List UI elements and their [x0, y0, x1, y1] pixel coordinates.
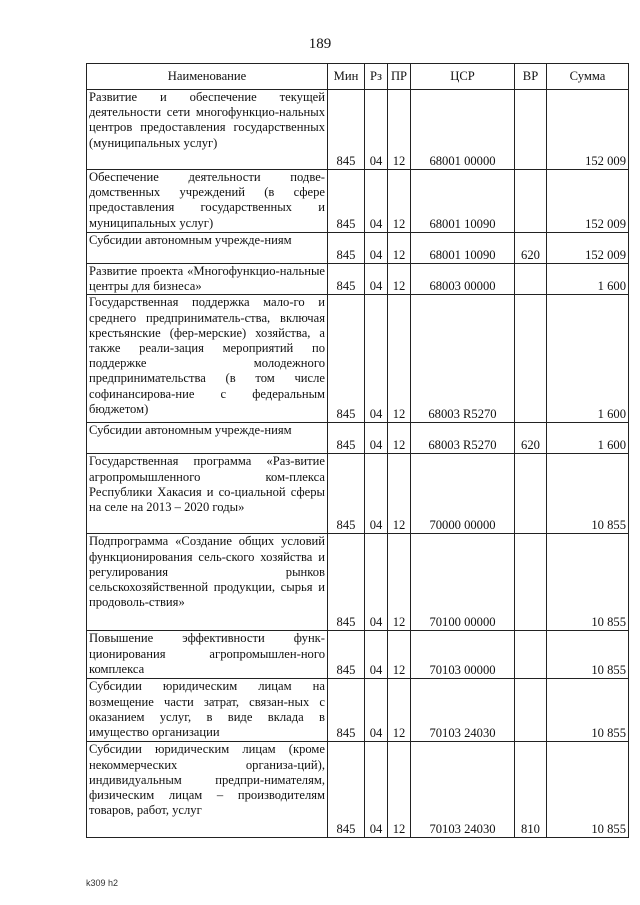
cell-csr: 70103 24030	[411, 679, 515, 742]
cell-vr	[515, 534, 547, 631]
cell-rz: 04	[365, 631, 388, 679]
cell-name: Государственная поддержка мало-го и среднего предприниматель-ства, включая крестьянские (фер-мерские) хозяйства, а также реали-зация мероприятий по поддержке молодежного предпринимательства (в том числе софинансирова-ние с федеральным бюджетом)	[87, 295, 328, 423]
cell-min: 845	[328, 264, 365, 295]
cell-vr	[515, 679, 547, 742]
cell-sum: 1 600	[547, 264, 629, 295]
cell-pr: 12	[388, 679, 411, 742]
cell-min: 845	[328, 170, 365, 233]
header-vr: ВР	[515, 64, 547, 90]
table-row	[87, 423, 629, 454]
cell-csr: 70000 00000	[411, 454, 515, 534]
cell-pr: 12	[388, 295, 411, 423]
cell-pr: 12	[388, 423, 411, 454]
budget-table	[86, 63, 629, 838]
cell-min: 845	[328, 679, 365, 742]
cell-name: Подпрограмма «Создание общих условий функционирования сель-ского хозяйства и регулирования рынков сельскохозяйственной продукции, сырья и продоволь-ствия»	[87, 534, 328, 631]
footer-code: k309 h2	[86, 878, 119, 888]
cell-csr: 68003 R5270	[411, 295, 515, 423]
cell-vr	[515, 631, 547, 679]
table-row	[87, 454, 629, 534]
cell-csr: 70103 24030	[411, 742, 515, 838]
cell-rz: 04	[365, 423, 388, 454]
cell-min: 845	[328, 454, 365, 534]
cell-min: 845	[328, 423, 365, 454]
cell-min: 845	[328, 295, 365, 423]
table-row	[87, 679, 629, 742]
cell-name: Государственная программа «Раз-витие агропромышленного ком-плекса Республики Хакасия и со-циальной сферы на селе на 2013 – 2020 годы»	[87, 454, 328, 534]
cell-pr: 12	[388, 454, 411, 534]
cell-csr: 68003 R5270	[411, 423, 515, 454]
cell-name: Повышение эффективности функ-ционирования агропромышлен-ного комплекса	[87, 631, 328, 679]
table-header-row	[87, 64, 629, 90]
cell-csr: 70103 00000	[411, 631, 515, 679]
header-rz: Рз	[365, 64, 388, 90]
header-pr: ПР	[388, 64, 411, 90]
cell-pr: 12	[388, 742, 411, 838]
header-min: Мин	[328, 64, 365, 90]
cell-sum: 10 855	[547, 742, 629, 838]
cell-rz: 04	[365, 295, 388, 423]
cell-rz: 04	[365, 170, 388, 233]
cell-rz: 04	[365, 534, 388, 631]
cell-min: 845	[328, 631, 365, 679]
table-row	[87, 264, 629, 295]
cell-pr: 12	[388, 631, 411, 679]
cell-sum: 152 009	[547, 170, 629, 233]
cell-name: Развитие проекта «Многофункцио-нальные центры для бизнеса»	[87, 264, 328, 295]
cell-csr: 68001 10090	[411, 170, 515, 233]
header-name: Наименование	[87, 64, 328, 90]
cell-name: Развитие и обеспечение текущей деятельности сети многофункцио-нальных центров предоставления государственных (муниципальных услуг)	[87, 90, 328, 170]
table-row	[87, 742, 629, 838]
cell-rz: 04	[365, 742, 388, 838]
cell-vr	[515, 454, 547, 534]
cell-rz: 04	[365, 90, 388, 170]
cell-rz: 04	[365, 679, 388, 742]
cell-pr: 12	[388, 233, 411, 264]
cell-rz: 04	[365, 233, 388, 264]
cell-csr: 68003 00000	[411, 264, 515, 295]
cell-vr: 620	[515, 423, 547, 454]
cell-pr: 12	[388, 90, 411, 170]
cell-vr	[515, 90, 547, 170]
cell-name: Обеспечение деятельности подве-домственных учреждений (в сфере предоставления государственных и муниципальных услуг)	[87, 170, 328, 233]
cell-name: Субсидии юридическим лицам (кроме некоммерческих организа-ций), индивидуальным предпри-нимателям, физическим лицам – производителям товаров, работ, услуг	[87, 742, 328, 838]
page-number: 189	[308, 36, 332, 52]
table-row	[87, 170, 629, 233]
cell-vr	[515, 264, 547, 295]
cell-csr: 68001 00000	[411, 90, 515, 170]
cell-pr: 12	[388, 264, 411, 295]
cell-sum: 152 009	[547, 233, 629, 264]
cell-pr: 12	[388, 534, 411, 631]
cell-csr: 68001 10090	[411, 233, 515, 264]
cell-sum: 10 855	[547, 534, 629, 631]
header-csr: ЦСР	[411, 64, 515, 90]
table-row	[87, 631, 629, 679]
cell-min: 845	[328, 534, 365, 631]
header-sum: Сумма	[547, 64, 629, 90]
table-row	[87, 534, 629, 631]
cell-sum: 1 600	[547, 295, 629, 423]
cell-pr: 12	[388, 170, 411, 233]
cell-vr: 620	[515, 233, 547, 264]
cell-vr: 810	[515, 742, 547, 838]
cell-sum: 10 855	[547, 454, 629, 534]
cell-sum: 1 600	[547, 423, 629, 454]
cell-sum: 152 009	[547, 90, 629, 170]
cell-name: Субсидии юридическим лицам на возмещение части затрат, связан-ных с оказанием услуг, в виде вклада в имущество организации	[87, 679, 328, 742]
cell-vr	[515, 295, 547, 423]
cell-min: 845	[328, 233, 365, 264]
table-row	[87, 233, 629, 264]
cell-sum: 10 855	[547, 631, 629, 679]
cell-name: Субсидии автономным учрежде-ниям	[87, 233, 328, 264]
cell-rz: 04	[365, 264, 388, 295]
cell-name: Субсидии автономным учрежде-ниям	[87, 423, 328, 454]
cell-csr: 70100 00000	[411, 534, 515, 631]
cell-vr	[515, 170, 547, 233]
cell-min: 845	[328, 742, 365, 838]
table-row	[87, 90, 629, 170]
cell-rz: 04	[365, 454, 388, 534]
table-row	[87, 295, 629, 423]
cell-sum: 10 855	[547, 679, 629, 742]
cell-min: 845	[328, 90, 365, 170]
